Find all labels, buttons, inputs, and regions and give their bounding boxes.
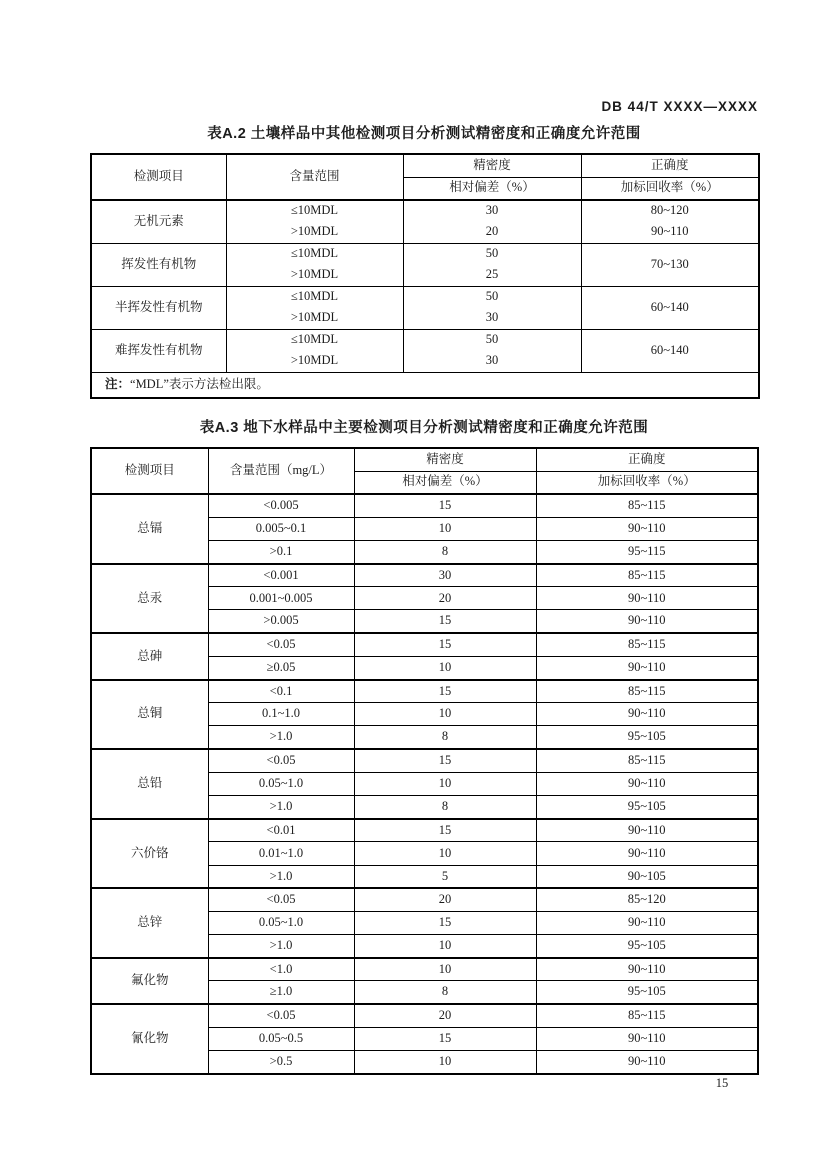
cell-recovery: 80~120 bbox=[581, 200, 759, 222]
cell-item: 半挥发性有机物 bbox=[91, 286, 226, 329]
cell-recovery: 95~115 bbox=[536, 540, 758, 563]
cell-range: 0.1~1.0 bbox=[208, 703, 354, 726]
cell-item: 总汞 bbox=[91, 564, 208, 634]
cell-deviation: 20 bbox=[354, 888, 536, 911]
table-row bbox=[91, 888, 758, 911]
cell-range: 0.01~1.0 bbox=[208, 842, 354, 865]
cell-deviation: 10 bbox=[354, 958, 536, 981]
cell-deviation: 15 bbox=[354, 819, 536, 842]
table-row bbox=[91, 200, 759, 222]
cell-range: ≥1.0 bbox=[208, 981, 354, 1004]
cell-recovery: 90~110 bbox=[581, 222, 759, 244]
note-row bbox=[91, 372, 759, 398]
cell-range: <0.05 bbox=[208, 1004, 354, 1027]
cell-range: >10MDL bbox=[226, 351, 403, 373]
header-item: 检测项目 bbox=[91, 448, 208, 494]
cell-deviation: 10 bbox=[354, 842, 536, 865]
header-range: 含量范围 bbox=[226, 154, 403, 200]
cell-range: <0.01 bbox=[208, 819, 354, 842]
cell-item: 总砷 bbox=[91, 633, 208, 679]
cell-range: >1.0 bbox=[208, 865, 354, 888]
cell-recovery: 90~105 bbox=[536, 865, 758, 888]
cell-recovery: 95~105 bbox=[536, 795, 758, 818]
cell-recovery: 90~110 bbox=[536, 1027, 758, 1050]
table-a2 bbox=[90, 153, 760, 399]
cell-deviation: 10 bbox=[354, 772, 536, 795]
cell-recovery: 95~105 bbox=[536, 981, 758, 1004]
cell-range: 0.05~1.0 bbox=[208, 772, 354, 795]
cell-deviation: 20 bbox=[403, 222, 581, 244]
cell-range: <0.001 bbox=[208, 564, 354, 587]
cell-recovery: 85~115 bbox=[536, 749, 758, 772]
table-row bbox=[91, 329, 759, 351]
cell-range: 0.05~1.0 bbox=[208, 911, 354, 934]
cell-deviation: 15 bbox=[354, 680, 536, 703]
cell-range: <0.05 bbox=[208, 888, 354, 911]
page-number: 15 bbox=[715, 1076, 729, 1090]
table-row bbox=[91, 958, 758, 981]
cell-range: 0.05~0.5 bbox=[208, 1027, 354, 1050]
cell-recovery: 70~130 bbox=[581, 243, 759, 286]
cell-deviation: 10 bbox=[354, 517, 536, 540]
table-row bbox=[91, 633, 758, 656]
cell-range: ≤10MDL bbox=[226, 286, 403, 308]
cell-item: 总锌 bbox=[91, 888, 208, 958]
table-a3-body bbox=[91, 494, 758, 1074]
cell-range: ≤10MDL bbox=[226, 243, 403, 265]
table-row bbox=[91, 494, 758, 517]
cell-recovery: 60~140 bbox=[581, 286, 759, 329]
cell-deviation: 8 bbox=[354, 726, 536, 749]
cell-recovery: 90~110 bbox=[536, 772, 758, 795]
header-recovery: 加标回收率（%） bbox=[581, 177, 759, 200]
table-a2-title: 表A.2 土壤样品中其他检测项目分析测试精密度和正确度允许范围 bbox=[207, 126, 641, 142]
cell-recovery: 90~110 bbox=[536, 819, 758, 842]
cell-recovery: 90~110 bbox=[536, 610, 758, 633]
cell-range: ≤10MDL bbox=[226, 200, 403, 222]
cell-range: >1.0 bbox=[208, 726, 354, 749]
table-row bbox=[91, 749, 758, 772]
cell-recovery: 90~110 bbox=[536, 587, 758, 610]
cell-range: <0.05 bbox=[208, 749, 354, 772]
cell-deviation: 10 bbox=[354, 935, 536, 958]
cell-deviation: 8 bbox=[354, 795, 536, 818]
header-precision: 精密度 bbox=[354, 448, 536, 471]
table-row bbox=[91, 286, 759, 308]
cell-range: <0.1 bbox=[208, 680, 354, 703]
cell-range: >0.005 bbox=[208, 610, 354, 633]
cell-recovery: 95~105 bbox=[536, 726, 758, 749]
cell-recovery: 90~110 bbox=[536, 656, 758, 679]
cell-recovery: 95~105 bbox=[536, 935, 758, 958]
cell-deviation: 15 bbox=[354, 494, 536, 517]
cell-deviation: 15 bbox=[354, 610, 536, 633]
cell-range: >0.5 bbox=[208, 1051, 354, 1074]
cell-range: 0.005~0.1 bbox=[208, 517, 354, 540]
header-range: 含量范围（mg/L） bbox=[208, 448, 354, 494]
cell-range: <0.05 bbox=[208, 633, 354, 656]
cell-recovery: 90~110 bbox=[536, 911, 758, 934]
cell-deviation: 8 bbox=[354, 981, 536, 1004]
cell-deviation: 30 bbox=[354, 564, 536, 587]
cell-item: 无机元素 bbox=[91, 200, 226, 243]
doc-code: DB 44/T XXXX—XXXX bbox=[601, 99, 758, 114]
cell-range: >1.0 bbox=[208, 935, 354, 958]
cell-item: 六价铬 bbox=[91, 819, 208, 889]
cell-item: 挥发性有机物 bbox=[91, 243, 226, 286]
cell-range: 0.001~0.005 bbox=[208, 587, 354, 610]
cell-range: >1.0 bbox=[208, 795, 354, 818]
cell-range: <1.0 bbox=[208, 958, 354, 981]
cell-range: >10MDL bbox=[226, 222, 403, 244]
header-deviation: 相对偏差（%） bbox=[403, 177, 581, 200]
cell-recovery: 85~115 bbox=[536, 494, 758, 517]
table-a3-title: 表A.3 地下水样品中主要检测项目分析测试精密度和正确度允许范围 bbox=[199, 420, 649, 436]
cell-deviation: 15 bbox=[354, 633, 536, 656]
table-a2-body bbox=[91, 200, 759, 372]
header-accuracy: 正确度 bbox=[536, 448, 758, 471]
cell-deviation: 50 bbox=[403, 243, 581, 265]
cell-recovery: 60~140 bbox=[581, 329, 759, 372]
cell-item: 总镉 bbox=[91, 494, 208, 564]
note-text: “MDL”表示方法检出限。 bbox=[130, 376, 269, 391]
cell-deviation: 10 bbox=[354, 656, 536, 679]
cell-deviation: 10 bbox=[354, 703, 536, 726]
cell-deviation: 10 bbox=[354, 1051, 536, 1074]
cell-recovery: 90~110 bbox=[536, 958, 758, 981]
table-a3 bbox=[90, 447, 759, 1075]
cell-recovery: 90~110 bbox=[536, 703, 758, 726]
cell-deviation: 8 bbox=[354, 540, 536, 563]
cell-deviation: 25 bbox=[403, 265, 581, 287]
cell-recovery: 85~115 bbox=[536, 633, 758, 656]
cell-range: <0.005 bbox=[208, 494, 354, 517]
table-row bbox=[91, 1004, 758, 1027]
cell-recovery: 85~115 bbox=[536, 564, 758, 587]
cell-item: 总铅 bbox=[91, 749, 208, 819]
cell-range: >0.1 bbox=[208, 540, 354, 563]
cell-deviation: 15 bbox=[354, 911, 536, 934]
cell-recovery: 85~115 bbox=[536, 1004, 758, 1027]
cell-item: 氟化物 bbox=[91, 958, 208, 1004]
cell-deviation: 30 bbox=[403, 200, 581, 222]
cell-deviation: 20 bbox=[354, 1004, 536, 1027]
table-row bbox=[91, 680, 758, 703]
cell-item: 难挥发性有机物 bbox=[91, 329, 226, 372]
header-accuracy: 正确度 bbox=[581, 154, 759, 177]
cell-recovery: 85~120 bbox=[536, 888, 758, 911]
header-recovery: 加标回收率（%） bbox=[536, 471, 758, 494]
cell-range: ≥0.05 bbox=[208, 656, 354, 679]
cell-range: >10MDL bbox=[226, 308, 403, 330]
cell-deviation: 50 bbox=[403, 286, 581, 308]
cell-range: >10MDL bbox=[226, 265, 403, 287]
cell-item: 总铜 bbox=[91, 680, 208, 750]
table-row bbox=[91, 243, 759, 265]
cell-deviation: 50 bbox=[403, 329, 581, 351]
note-label: 注： bbox=[105, 376, 131, 391]
header-precision: 精密度 bbox=[403, 154, 581, 177]
cell-deviation: 30 bbox=[403, 308, 581, 330]
cell-recovery: 90~110 bbox=[536, 517, 758, 540]
table-row bbox=[91, 564, 758, 587]
header-deviation: 相对偏差（%） bbox=[354, 471, 536, 494]
cell-item: 氰化物 bbox=[91, 1004, 208, 1074]
cell-recovery: 90~110 bbox=[536, 842, 758, 865]
table-row bbox=[91, 819, 758, 842]
cell-deviation: 20 bbox=[354, 587, 536, 610]
cell-deviation: 15 bbox=[354, 1027, 536, 1050]
cell-recovery: 90~110 bbox=[536, 1051, 758, 1074]
cell-deviation: 15 bbox=[354, 749, 536, 772]
cell-range: ≤10MDL bbox=[226, 329, 403, 351]
cell-deviation: 5 bbox=[354, 865, 536, 888]
header-item: 检测项目 bbox=[91, 154, 226, 200]
cell-deviation: 30 bbox=[403, 351, 581, 373]
cell-recovery: 85~115 bbox=[536, 680, 758, 703]
